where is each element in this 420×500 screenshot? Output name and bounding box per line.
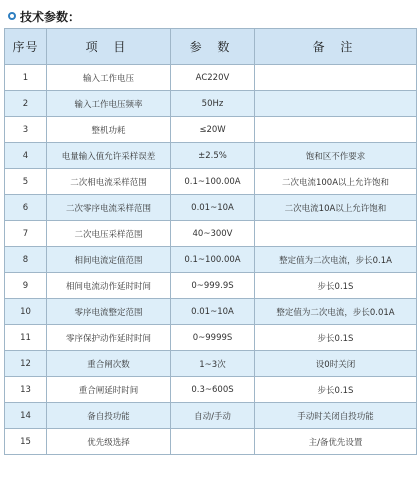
cell-param: 0~9999S [171, 325, 255, 351]
table-row [5, 65, 417, 91]
section-heading [8, 6, 80, 26]
cell-param: 自动/手动 [171, 403, 255, 429]
cell-note: 整定值为二次电流，步长0.1A [255, 247, 417, 273]
cell-param: 0.1~100.00A [171, 169, 255, 195]
cell-note [255, 65, 417, 91]
cell-item: 输入工作电压频率 [47, 91, 171, 117]
cell-param: 0.01~10A [171, 299, 255, 325]
cell-note [255, 91, 417, 117]
cell-item: 二次电压采样范围 [47, 221, 171, 247]
cell-note: 整定值为二次电流，步长0.01A [255, 299, 417, 325]
cell-param: 1~3次 [171, 351, 255, 377]
cell-no: 2 [5, 91, 47, 117]
table-row [5, 195, 417, 221]
cell-note: 步长0.1S [255, 273, 417, 299]
cell-param: 50Hz [171, 91, 255, 117]
cell-item: 优先级选择 [47, 429, 171, 455]
cell-item: 二次相电流采样范围 [47, 169, 171, 195]
table-row [5, 91, 417, 117]
cell-no: 11 [5, 325, 47, 351]
cell-item: 重合闸次数 [47, 351, 171, 377]
cell-param: 40~300V [171, 221, 255, 247]
table-row [5, 117, 417, 143]
header-item: 项 目 [47, 29, 171, 65]
cell-item: 输入工作电压 [47, 65, 171, 91]
header-no: 序号 [5, 29, 47, 65]
cell-item: 相间电流定值范围 [47, 247, 171, 273]
cell-no: 7 [5, 221, 47, 247]
cell-item: 零序保护动作延时时间 [47, 325, 171, 351]
table-row [5, 429, 417, 455]
table-row [5, 273, 417, 299]
table-row [5, 221, 417, 247]
cell-param: 0.1~100.00A [171, 247, 255, 273]
cell-param: ±2.5% [171, 143, 255, 169]
cell-item: 整机功耗 [47, 117, 171, 143]
cell-no: 4 [5, 143, 47, 169]
cell-note: 二次电流10A以上允许饱和 [255, 195, 417, 221]
cell-note: 主/备优先设置 [255, 429, 417, 455]
cell-item: 二次零序电流采样范围 [47, 195, 171, 221]
header-note: 备 注 [255, 29, 417, 65]
cell-no: 10 [5, 299, 47, 325]
cell-item: 零序电流整定范围 [47, 299, 171, 325]
cell-no: 13 [5, 377, 47, 403]
cell-item: 电量输入值允许采样误差 [47, 143, 171, 169]
table-row [5, 169, 417, 195]
cell-note [255, 221, 417, 247]
cell-note [255, 117, 417, 143]
cell-note: 饱和区不作要求 [255, 143, 417, 169]
section-title-text: 技术参数： [20, 9, 81, 24]
cell-no: 3 [5, 117, 47, 143]
cell-no: 9 [5, 273, 47, 299]
table-body [5, 65, 417, 455]
table-row [5, 325, 417, 351]
table-header-row [5, 29, 417, 65]
cell-param [171, 429, 255, 455]
cell-note: 手动时关闭自投功能 [255, 403, 417, 429]
cell-item: 备自投功能 [47, 403, 171, 429]
cell-note: 设0时关闭 [255, 351, 417, 377]
ring-bullet-icon [8, 12, 16, 20]
table-row [5, 247, 417, 273]
cell-no: 5 [5, 169, 47, 195]
table-row [5, 351, 417, 377]
table-row [5, 299, 417, 325]
cell-param: 0.3~600S [171, 377, 255, 403]
cell-no: 14 [5, 403, 47, 429]
cell-param: 0.01~10A [171, 195, 255, 221]
cell-no: 6 [5, 195, 47, 221]
table-row [5, 377, 417, 403]
cell-param: AC220V [171, 65, 255, 91]
header-param: 参 数 [171, 29, 255, 65]
cell-no: 15 [5, 429, 47, 455]
table-row [5, 403, 417, 429]
table-row [5, 143, 417, 169]
cell-no: 1 [5, 65, 47, 91]
cell-note: 步长0.1S [255, 325, 417, 351]
cell-param: ≤20W [171, 117, 255, 143]
cell-item: 相间电流动作延时时间 [47, 273, 171, 299]
cell-param: 0~999.9S [171, 273, 255, 299]
cell-no: 12 [5, 351, 47, 377]
cell-note: 步长0.1S [255, 377, 417, 403]
tech-spec-table [4, 28, 417, 455]
cell-item: 重合闸延时时间 [47, 377, 171, 403]
cell-no: 8 [5, 247, 47, 273]
cell-note: 二次电流100A以上允许饱和 [255, 169, 417, 195]
